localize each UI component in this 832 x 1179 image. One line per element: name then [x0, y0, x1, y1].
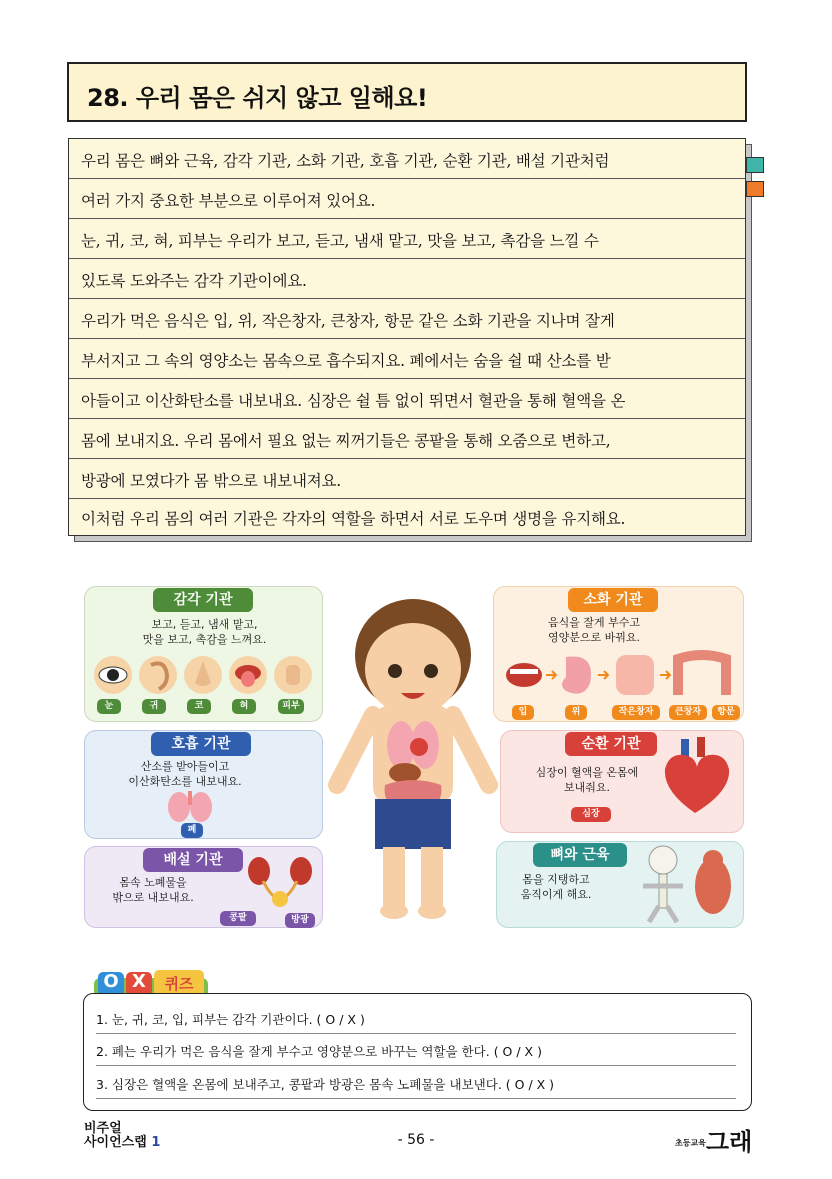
card-sense-organs — [84, 586, 323, 722]
card-text: 보내줘요. — [563, 781, 610, 794]
card-text: 심장이 혈액을 온몸에 — [535, 766, 639, 779]
tab-marker-teal — [746, 157, 764, 173]
card-excretory — [84, 846, 323, 928]
card-text: 밖으로 내보내요. — [112, 891, 194, 904]
digestive-organ-illustrations — [500, 647, 740, 701]
card-text: 몸속 노폐물을 — [119, 876, 187, 889]
card-digestive — [493, 586, 744, 722]
brand-name: 그래 — [705, 1128, 753, 1156]
card-text: 맛을 보고, 촉감을 느껴요. — [142, 633, 267, 646]
tag-eye: 눈 — [97, 699, 121, 714]
nose-icon — [184, 656, 222, 694]
sense-organ-illustrations — [91, 653, 319, 697]
card-text: 보고, 듣고, 냄새 맡고, — [151, 618, 258, 631]
text-line: 이처럼 우리 몸의 여러 기관은 각자의 역할을 하면서 서로 도우며 생명을 유지해요. — [81, 510, 626, 528]
card-text: 몸을 지탱하고 — [522, 873, 590, 886]
quiz-box — [83, 993, 752, 1111]
mouth-icon — [506, 663, 542, 687]
text-line: 눈, 귀, 코, 혀, 피부는 우리가 보고, 듣고, 냄새 맡고, 맛을 보고, 촉감을 느낄 수 — [69, 219, 745, 259]
card-title: 배설 기관 — [143, 848, 243, 872]
card-text: 움직이게 해요. — [520, 888, 592, 901]
tag-anus: 항문 — [712, 705, 740, 720]
text-line: 여러 가지 중요한 부분으로 이루어져 있어요. — [69, 179, 745, 219]
page-title: 28. 우리 몸은 쉬지 않고 일해요! — [87, 84, 428, 112]
tag-tongue: 혀 — [232, 699, 256, 714]
card-text: 음식을 잘게 부수고 — [547, 616, 640, 629]
ear-icon — [139, 656, 177, 694]
text-line: 몸에 보내지요. 우리 몸에서 필요 없는 찌꺼기들은 콩팥을 통해 오줌으로 변하고, — [69, 419, 745, 459]
text-line: 부서지고 그 속의 영양소는 몸속으로 흡수되지요. 폐에서는 숨을 쉴 때 산소를 받 — [69, 339, 745, 379]
book-title-line1: 비주얼 — [84, 1121, 122, 1136]
tag-small-intestine: 작은창자 — [612, 705, 660, 720]
card-text: 산소를 받아들이고 — [140, 760, 230, 773]
quiz-item: 2. 폐는 우리가 먹은 음식을 잘게 부수고 영양분으로 바꾸는 역할을 한다. ( O / X ) — [96, 1040, 736, 1066]
text-line: 있도록 도와주는 감각 기관이에요. — [69, 259, 745, 299]
tag-lung: 폐 — [181, 823, 203, 838]
quiz-logo-o: O — [103, 971, 119, 992]
text-box — [68, 138, 746, 536]
tag-kidney: 콩팥 — [220, 911, 256, 926]
page-title-box — [67, 62, 747, 122]
card-title: 순환 기관 — [565, 732, 657, 756]
eye-icon — [94, 656, 132, 694]
book-title-line2: 사이언스랩 — [84, 1135, 147, 1150]
boy-body-illustration — [325, 585, 500, 930]
lungs-icon — [165, 789, 215, 825]
card-title: 소화 기관 — [568, 588, 658, 612]
book-volume: 1 — [151, 1135, 161, 1150]
text-line: 방광에 모였다가 몸 밖으로 내보내져요. — [69, 459, 745, 499]
quiz-item: 3. 심장은 혈액을 온몸에 보내주고, 콩팥과 방광은 몸속 노폐물을 내보낸다. ( O / X ) — [96, 1073, 736, 1099]
text-line: 우리 몸은 뼈와 근육, 감각 기관, 소화 기관, 호흡 기관, 순환 기관, 배설 기관처럼 — [69, 139, 745, 179]
card-title: 뼈와 근육 — [533, 843, 627, 867]
skeleton-muscle-icon — [629, 842, 741, 928]
tag-nose: 코 — [187, 699, 211, 714]
card-text: 영양분으로 바꿔요. — [547, 631, 640, 644]
page-number: - 56 - — [397, 1132, 435, 1148]
text-line: 우리가 먹은 음식은 입, 위, 작은창자, 큰창자, 항문 같은 소화 기관을 지나며 잘게 — [69, 299, 745, 339]
card-title: 호흡 기관 — [151, 732, 251, 756]
stomach-icon — [562, 657, 591, 694]
arrow-icon — [546, 671, 556, 679]
tag-mouth: 입 — [512, 705, 534, 720]
kidney-bladder-icon — [245, 853, 315, 909]
brand-logo — [675, 1122, 752, 1157]
tag-ear: 귀 — [142, 699, 166, 714]
tag-stomach: 위 — [565, 705, 587, 720]
card-title: 감각 기관 — [153, 588, 253, 612]
arrow-icon — [660, 671, 670, 679]
card-respiratory — [84, 730, 323, 839]
large-intestine-icon — [678, 655, 726, 695]
tag-heart: 심장 — [571, 807, 611, 822]
card-circulatory — [500, 730, 744, 833]
quiz-item: 1. 눈, 귀, 코, 입, 피부는 감각 기관이다. ( O / X ) — [96, 1008, 736, 1034]
arrow-icon — [598, 671, 608, 679]
heart-icon — [661, 735, 731, 817]
small-intestine-icon — [616, 655, 654, 695]
tab-marker-orange — [746, 181, 764, 197]
tag-large-intestine: 큰창자 — [669, 705, 707, 720]
quiz-logo-x: X — [132, 971, 146, 992]
tongue-icon — [229, 656, 267, 694]
text-line: 아들이고 이산화탄소를 내보내요. 심장은 쉴 틈 없이 뛰면서 혈관을 통해 혈액을 온 — [69, 379, 745, 419]
tag-bladder: 방광 — [285, 913, 315, 928]
brand-small: 초등교육 — [675, 1138, 706, 1148]
quiz-logo-word: 퀴즈 — [164, 975, 194, 993]
tag-skin: 피부 — [278, 699, 304, 714]
card-bones-muscles — [496, 841, 744, 928]
card-text: 이산화탄소를 내보내요. — [128, 775, 242, 788]
hand-icon — [274, 656, 312, 694]
